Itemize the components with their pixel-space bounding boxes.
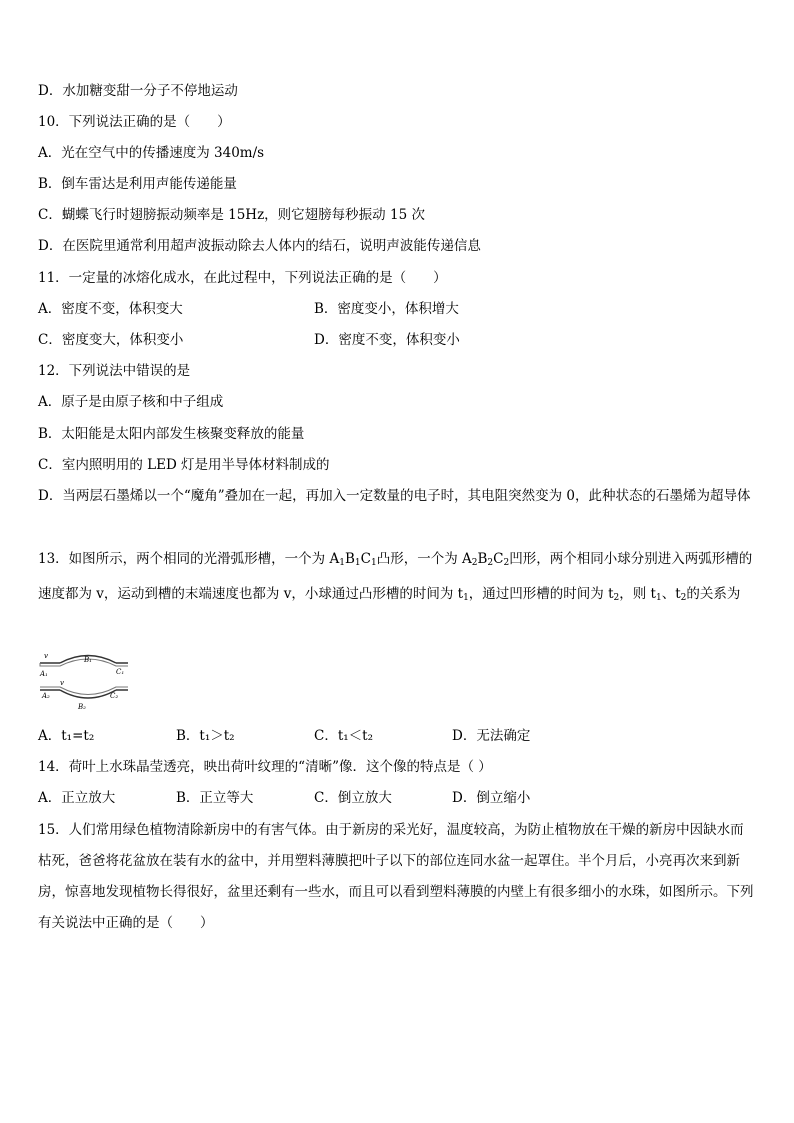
- q14-stem: 14．荷叶上水珠晶莹透亮，映出荷叶纹理的“清晰”像．这个像的特点是（ ）: [38, 759, 492, 775]
- q10-option-c: C．蝴蝶飞行时翅膀振动频率是 15Hz，则它翅膀每秒振动 15 次: [38, 207, 425, 223]
- q10-option-a: A．光在空气中的传播速度为 340m/s: [38, 145, 265, 161]
- fig-a1-label: A₁: [40, 670, 48, 678]
- q14-option-c: C．倒立放大: [314, 790, 392, 806]
- fig-c1-label: C₁: [116, 668, 125, 676]
- q12-stem: 12．下列说法中错误的是: [38, 363, 191, 379]
- q13-option-c: C．t₁＜t₂: [314, 728, 374, 744]
- q13-option-b: B．t₁＞t₂: [176, 728, 235, 744]
- q10-option-b: B．倒车雷达是利用声能传递能量: [38, 176, 237, 192]
- fig-c2-label: C₂: [110, 692, 119, 700]
- q11-option-d: D．密度不变，体积变小: [314, 332, 460, 348]
- q9-option-d: D．水加糖变甜一分子不停地运动: [38, 83, 238, 99]
- fig-v-bottom-label: v: [60, 679, 64, 687]
- q12-option-c: C．室内照明用的 LED 灯是用半导体材料制成的: [38, 457, 330, 473]
- q11-stem: 11．一定量的冰熔化成水，在此过程中，下列说法正确的是（ ）: [38, 270, 447, 286]
- q13-stem: 13．如图所示，两个相同的光滑弧形槽，一个为 $A_1B_1C_1$凸形，一个为 $A_2B_2C_2$凹形，两个相同小球分别进入两弧形槽的速度都为 v，运动到槽的末端速度也都为 v，小球通过凸形槽的时间为 $t_1$，通过凹形槽的时间为 $t_2$，则 $t_1$、$t_2$的关系为: [38, 551, 753, 603]
- q11-option-b: B．密度变小，体积增大: [314, 301, 459, 317]
- q12-option-b: B．太阳能是太阳内部发生核聚变释放的能量: [38, 426, 305, 442]
- q12-option-a: A．原子是由原子核和中子组成: [38, 394, 224, 410]
- q14-option-d: D．倒立缩小: [452, 790, 531, 806]
- q11-option-a: A．密度不变，体积变大: [38, 301, 183, 317]
- fig-b1-label: B₁: [84, 656, 92, 664]
- fig-v-top-label: v: [44, 652, 48, 660]
- q12-option-d: D．当两层石墨烯以一个“魔角”叠加在一起，再加入一定数量的电子时，其电阻突然变为 0，此种状态的石墨烯为超导体: [38, 488, 751, 504]
- fig-a2-label: A₂: [42, 692, 50, 700]
- q14-option-b: B．正立等大: [176, 790, 254, 806]
- q11-option-c: C．密度变大，体积变小: [38, 332, 184, 348]
- arc-groove-figure: [38, 648, 130, 710]
- q14-option-a: A．正立放大: [38, 790, 116, 806]
- q10-option-d: D．在医院里通常利用超声波振动除去人体内的结石，说明声波能传递信息: [38, 238, 481, 254]
- q13-option-d: D．无法确定: [452, 728, 531, 744]
- q15-stem: 15．人们常用绿色植物清除新房中的有害气体。由于新房的采光好，温度较高，为防止植物放在干燥的新房中因缺水而枯死，爸爸将花盆放在装有水的盆中，并用塑料薄膜把叶子以下的部位连同水盆一起罩住。半个月后，小亮再次来到新房，惊喜地发现植物长得很好，盆里还剩有一些水，而且可以看到塑料薄膜的内壁上有很多细小的水珠，如图所示。下列有关说法中正确的是（ ）: [38, 822, 754, 931]
- fig-b2-label: B₂: [78, 703, 86, 710]
- q13-option-a: A．t₁=t₂: [38, 728, 95, 744]
- q10-stem: 10．下列说法正确的是（ ）: [38, 114, 231, 130]
